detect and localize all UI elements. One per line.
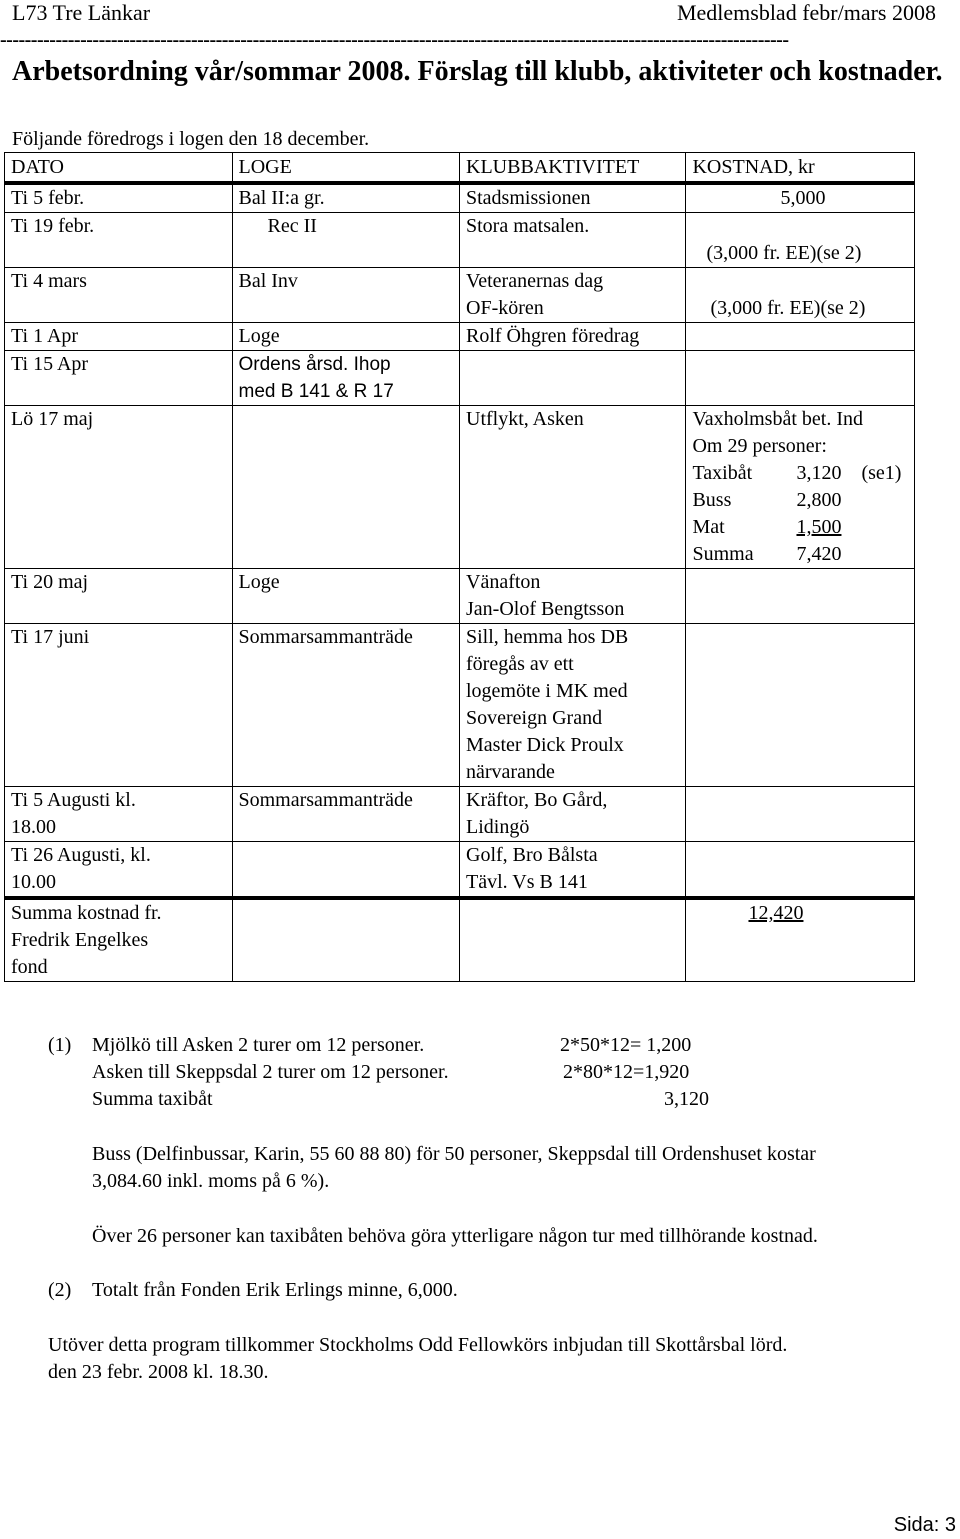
activity-line: Kräftor, Bo Gård, [466,789,608,811]
cell-activity [460,842,686,899]
cell-loge [232,351,460,406]
cell-activity [460,569,686,624]
col-header-activity: KLUBBAKTIVITET [460,153,686,184]
date-line: 18.00 [11,816,56,838]
cell-activity [460,351,686,406]
cell-cost [686,268,915,323]
cost-item: Buss 2,800 [692,489,842,511]
cell-cost [686,406,915,569]
cell-activity [460,268,686,323]
cell-cost [686,351,915,406]
cost-value: (3,000 fr. EE)(se 2) [710,297,866,319]
note-2-text: Totalt från Fonden Erik Erlings minne, 6,000. [92,1279,458,1301]
cell-cost [686,183,915,213]
table-row [5,213,915,268]
cell-loge: Sommarsammanträde [232,624,460,787]
table-row [5,323,915,351]
cell-activity: Stora matsalen. [460,213,686,268]
cell-date: Ti 19 febr. [5,213,233,268]
activity-line: Vänafton [466,571,541,593]
cell-loge: Bal Inv [232,268,460,323]
cell-loge [232,842,460,899]
page-title: Arbetsordning vår/sommar 2008. Förslag till klubb, aktiviteter och kostnader. [12,56,943,87]
note-2-marker: (2) [48,1279,72,1301]
table-row [5,842,915,899]
table-row [5,569,915,624]
cost-value: (3,000 fr. EE)(se 2) [706,242,862,264]
date-line: Ti 5 Augusti kl. [11,789,136,811]
cell-cost [686,842,915,899]
cell-total-label [5,898,233,982]
col-header-loge: LOGE [232,153,460,184]
intro-text: Följande föredrogs i logen den 18 december. [12,128,370,150]
activity-line: Sill, hemma hos DB [466,626,629,648]
loge-line: Ordens årsd. Ihop [238,354,391,375]
cell-loge: Loge [232,323,460,351]
note-1-line: Mjölkö till Asken 2 turer om 12 personer. [92,1034,425,1056]
cost-item: Taxibåt 3,120 (se1) [692,462,902,484]
date-line: 10.00 [11,871,56,893]
cell-cost [686,569,915,624]
capacity-note: Över 26 personer kan taxibåten behöva göra ytterligare någon tur med tillhörande kostnad. [92,1225,818,1247]
cell-date: Ti 1 Apr [5,323,233,351]
cost-line: Om 29 personer: [692,435,827,457]
cell-loge: Sommarsammanträde [232,787,460,842]
cell-total-value [686,898,915,982]
total-label-line: Fredrik Engelkes [11,929,149,951]
cell-loge [232,406,460,569]
program-table [4,152,915,982]
activity-line: Tävl. Vs B 141 [466,871,588,893]
cell-date: Ti 5 febr. [5,183,233,213]
cell-date: Ti 20 maj [5,569,233,624]
cell-cost [686,213,915,268]
activity-line: Golf, Bro Bålsta [466,844,598,866]
cell-loge: Loge [232,569,460,624]
cell-date [5,787,233,842]
bus-note: 3,084.60 inkl. moms på 6 %). [92,1170,330,1192]
cell-date: Ti 17 juni [5,624,233,787]
header-dashed-rule: -------------------------------------------------------------------------------------------------------------------------------- [0,33,789,47]
activity-line: Master Dick Proulx [466,734,624,756]
table-row [5,351,915,406]
col-header-cost: KOSTNAD, kr [686,153,915,184]
cost-breakdown [692,460,914,568]
page-number: Sida: 3 [893,1514,956,1536]
issue-label: Medlemsblad febr/mars 2008 [676,0,936,25]
activity-line: föregås av ett [466,653,574,675]
cell-date: Ti 15 Apr [5,351,233,406]
activity-line: OF-kören [466,297,544,319]
cell-activity [460,787,686,842]
table-row [5,406,915,569]
cell-cost [686,323,915,351]
cell-date: Lö 17 maj [5,406,233,569]
activity-line: Sovereign Grand [466,707,603,729]
activity-line: Jan-Olof Bengtsson [466,598,625,620]
date-line: Ti 26 Augusti, kl. [11,844,151,866]
table-row [5,624,915,787]
cell-date [5,842,233,899]
col-header-date: DATO [5,153,233,184]
note-1-calc: 2*80*12=1,920 [563,1061,690,1083]
cost-item: Mat 1,500 [692,516,842,538]
total-value: 12,420 [748,902,804,924]
table-header-row [5,153,915,184]
activity-line: Veteranernas dag [466,270,604,292]
cell-cost [686,624,915,787]
cell-activity: Utflykt, Asken [460,406,686,569]
cell-activity [460,624,686,787]
cost-line: Vaxholmsbåt bet. Ind [692,408,863,430]
activity-line: logemöte i MK med [466,680,628,702]
loge-line: med B 141 & R 17 [238,381,394,402]
note-1-calc: 3,120 [664,1088,709,1110]
note-1-marker: (1) [48,1034,72,1056]
cell-loge: Bal II:a gr. [232,183,460,213]
cell-activity: Rolf Öhgren föredrag [460,323,686,351]
extra-note: Utöver detta program tillkommer Stockholms Odd Fellowkörs inbjudan till Skottårsbal lörd. [48,1334,788,1356]
cell-loge: Rec II [232,213,460,268]
total-label-line: fond [11,956,48,978]
note-1-calc: 2*50*12= 1,200 [560,1034,692,1056]
table-row [5,787,915,842]
table-row [5,268,915,323]
bus-note: Buss (Delfinbussar, Karin, 55 60 88 80) för 50 personer, Skeppsdal till Ordenshuset kostar [92,1143,816,1165]
cell-activity: Stadsmissionen [460,183,686,213]
table-total-row [5,898,915,982]
note-1-line: Summa taxibåt [92,1088,213,1110]
cell-date: Ti 4 mars [5,268,233,323]
activity-line: Lidingö [466,816,530,838]
newsletter-title: L73 Tre Länkar [12,0,151,25]
cost-item: Summa 7,420 [692,543,842,565]
cell-cost [686,787,915,842]
activity-line: närvarande [466,761,555,783]
total-label-line: Summa kostnad fr. [11,902,162,924]
table-row [5,183,915,213]
note-1-line: Asken till Skeppsdal 2 turer om 12 personer. [92,1061,449,1083]
cost-value: 5,000 [780,187,826,209]
extra-note: den 23 febr. 2008 kl. 18.30. [48,1361,269,1383]
